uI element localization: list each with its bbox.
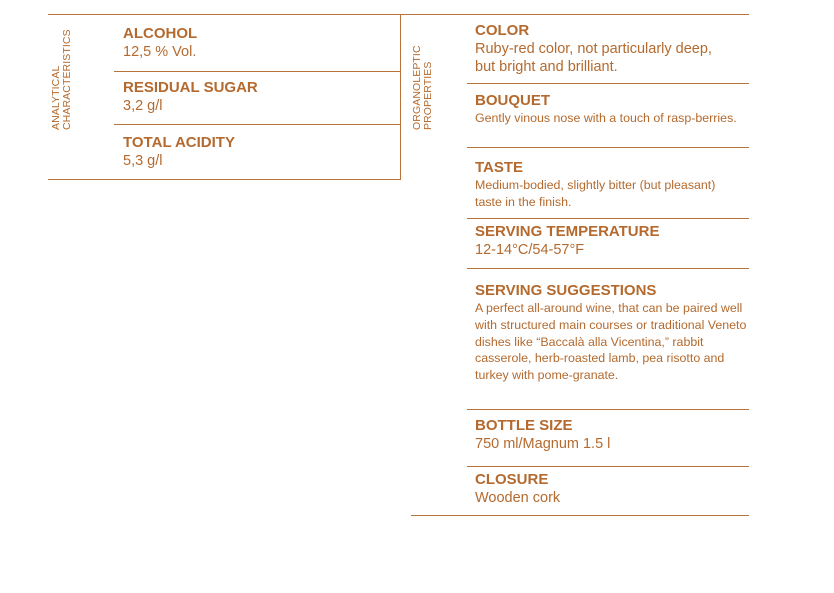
analytical-divider-1: [114, 71, 400, 72]
serving-temperature-entry: [475, 223, 745, 259]
closure-entry: [475, 471, 745, 507]
serving-suggestions-value: A perfect all-around wine, that can be paired well with structured main courses or traditional Veneto dishes like “Baccalà alla Vicentina,” rabbit casserole, herb-roasted lamb, pea risotto and turkey with pome-granate.: [475, 301, 747, 383]
residual-sugar-value: 3,2 g/l: [123, 98, 163, 114]
organoleptic-bottom-rule: [411, 515, 749, 516]
total-acidity-title: TOTAL ACIDITY: [123, 134, 235, 151]
organoleptic-divider-4: [467, 268, 749, 269]
serving-suggestions-title: SERVING SUGGESTIONS: [475, 282, 657, 299]
closure-value: Wooden cork: [475, 490, 561, 506]
organoleptic-label-line1: ORGANOLEPTIC: [411, 45, 423, 130]
residual-sugar-entry: [123, 79, 393, 115]
analytical-label-line1: ANALYTICAL: [50, 65, 62, 130]
organoleptic-divider-6: [467, 466, 749, 467]
bouquet-entry: [475, 92, 740, 127]
residual-sugar-title: RESIDUAL SUGAR: [123, 79, 258, 96]
analytical-divider-2: [114, 124, 400, 125]
analytical-label-line2: CHARACTERISTICS: [61, 29, 73, 130]
color-title: COLOR: [475, 22, 530, 39]
serving-temperature-title: SERVING TEMPERATURE: [475, 223, 660, 240]
analytical-top-rule: [48, 14, 400, 15]
analytical-section-label: [51, 29, 73, 130]
organoleptic-divider-2: [467, 147, 749, 148]
analytical-bottom-rule: [48, 179, 400, 180]
alcohol-entry: [123, 25, 393, 61]
bottle-size-title: BOTTLE SIZE: [475, 417, 573, 434]
bottle-size-value: 750 ml/Magnum 1.5 l: [475, 436, 611, 452]
color-entry: [475, 22, 725, 76]
total-acidity-entry: [123, 134, 393, 170]
organoleptic-divider-1: [467, 83, 749, 84]
alcohol-title: ALCOHOL: [123, 25, 198, 42]
organoleptic-top-rule: [400, 14, 749, 15]
section-separator: [400, 14, 401, 180]
total-acidity-value: 5,3 g/l: [123, 153, 163, 169]
taste-value: Medium-bodied, slightly bitter (but pleasant) taste in the finish.: [475, 178, 716, 209]
taste-title: TASTE: [475, 159, 524, 176]
bouquet-title: BOUQUET: [475, 92, 550, 109]
organoleptic-divider-5: [467, 409, 749, 410]
taste-entry: [475, 159, 730, 211]
closure-title: CLOSURE: [475, 471, 549, 488]
organoleptic-divider-3: [467, 218, 749, 219]
organoleptic-section-label: [412, 45, 434, 130]
bottle-size-entry: [475, 417, 745, 453]
alcohol-value: 12,5 % Vol.: [123, 44, 197, 60]
organoleptic-label-line2: PROPERTIES: [422, 61, 434, 130]
color-value: Ruby-red color, not particularly deep, but bright and brilliant.: [475, 41, 712, 75]
serving-temperature-value: 12-14°C/54-57°F: [475, 242, 585, 258]
serving-suggestions-entry: [475, 282, 749, 384]
bouquet-value: Gently vinous nose with a touch of rasp-berries.: [475, 111, 737, 125]
